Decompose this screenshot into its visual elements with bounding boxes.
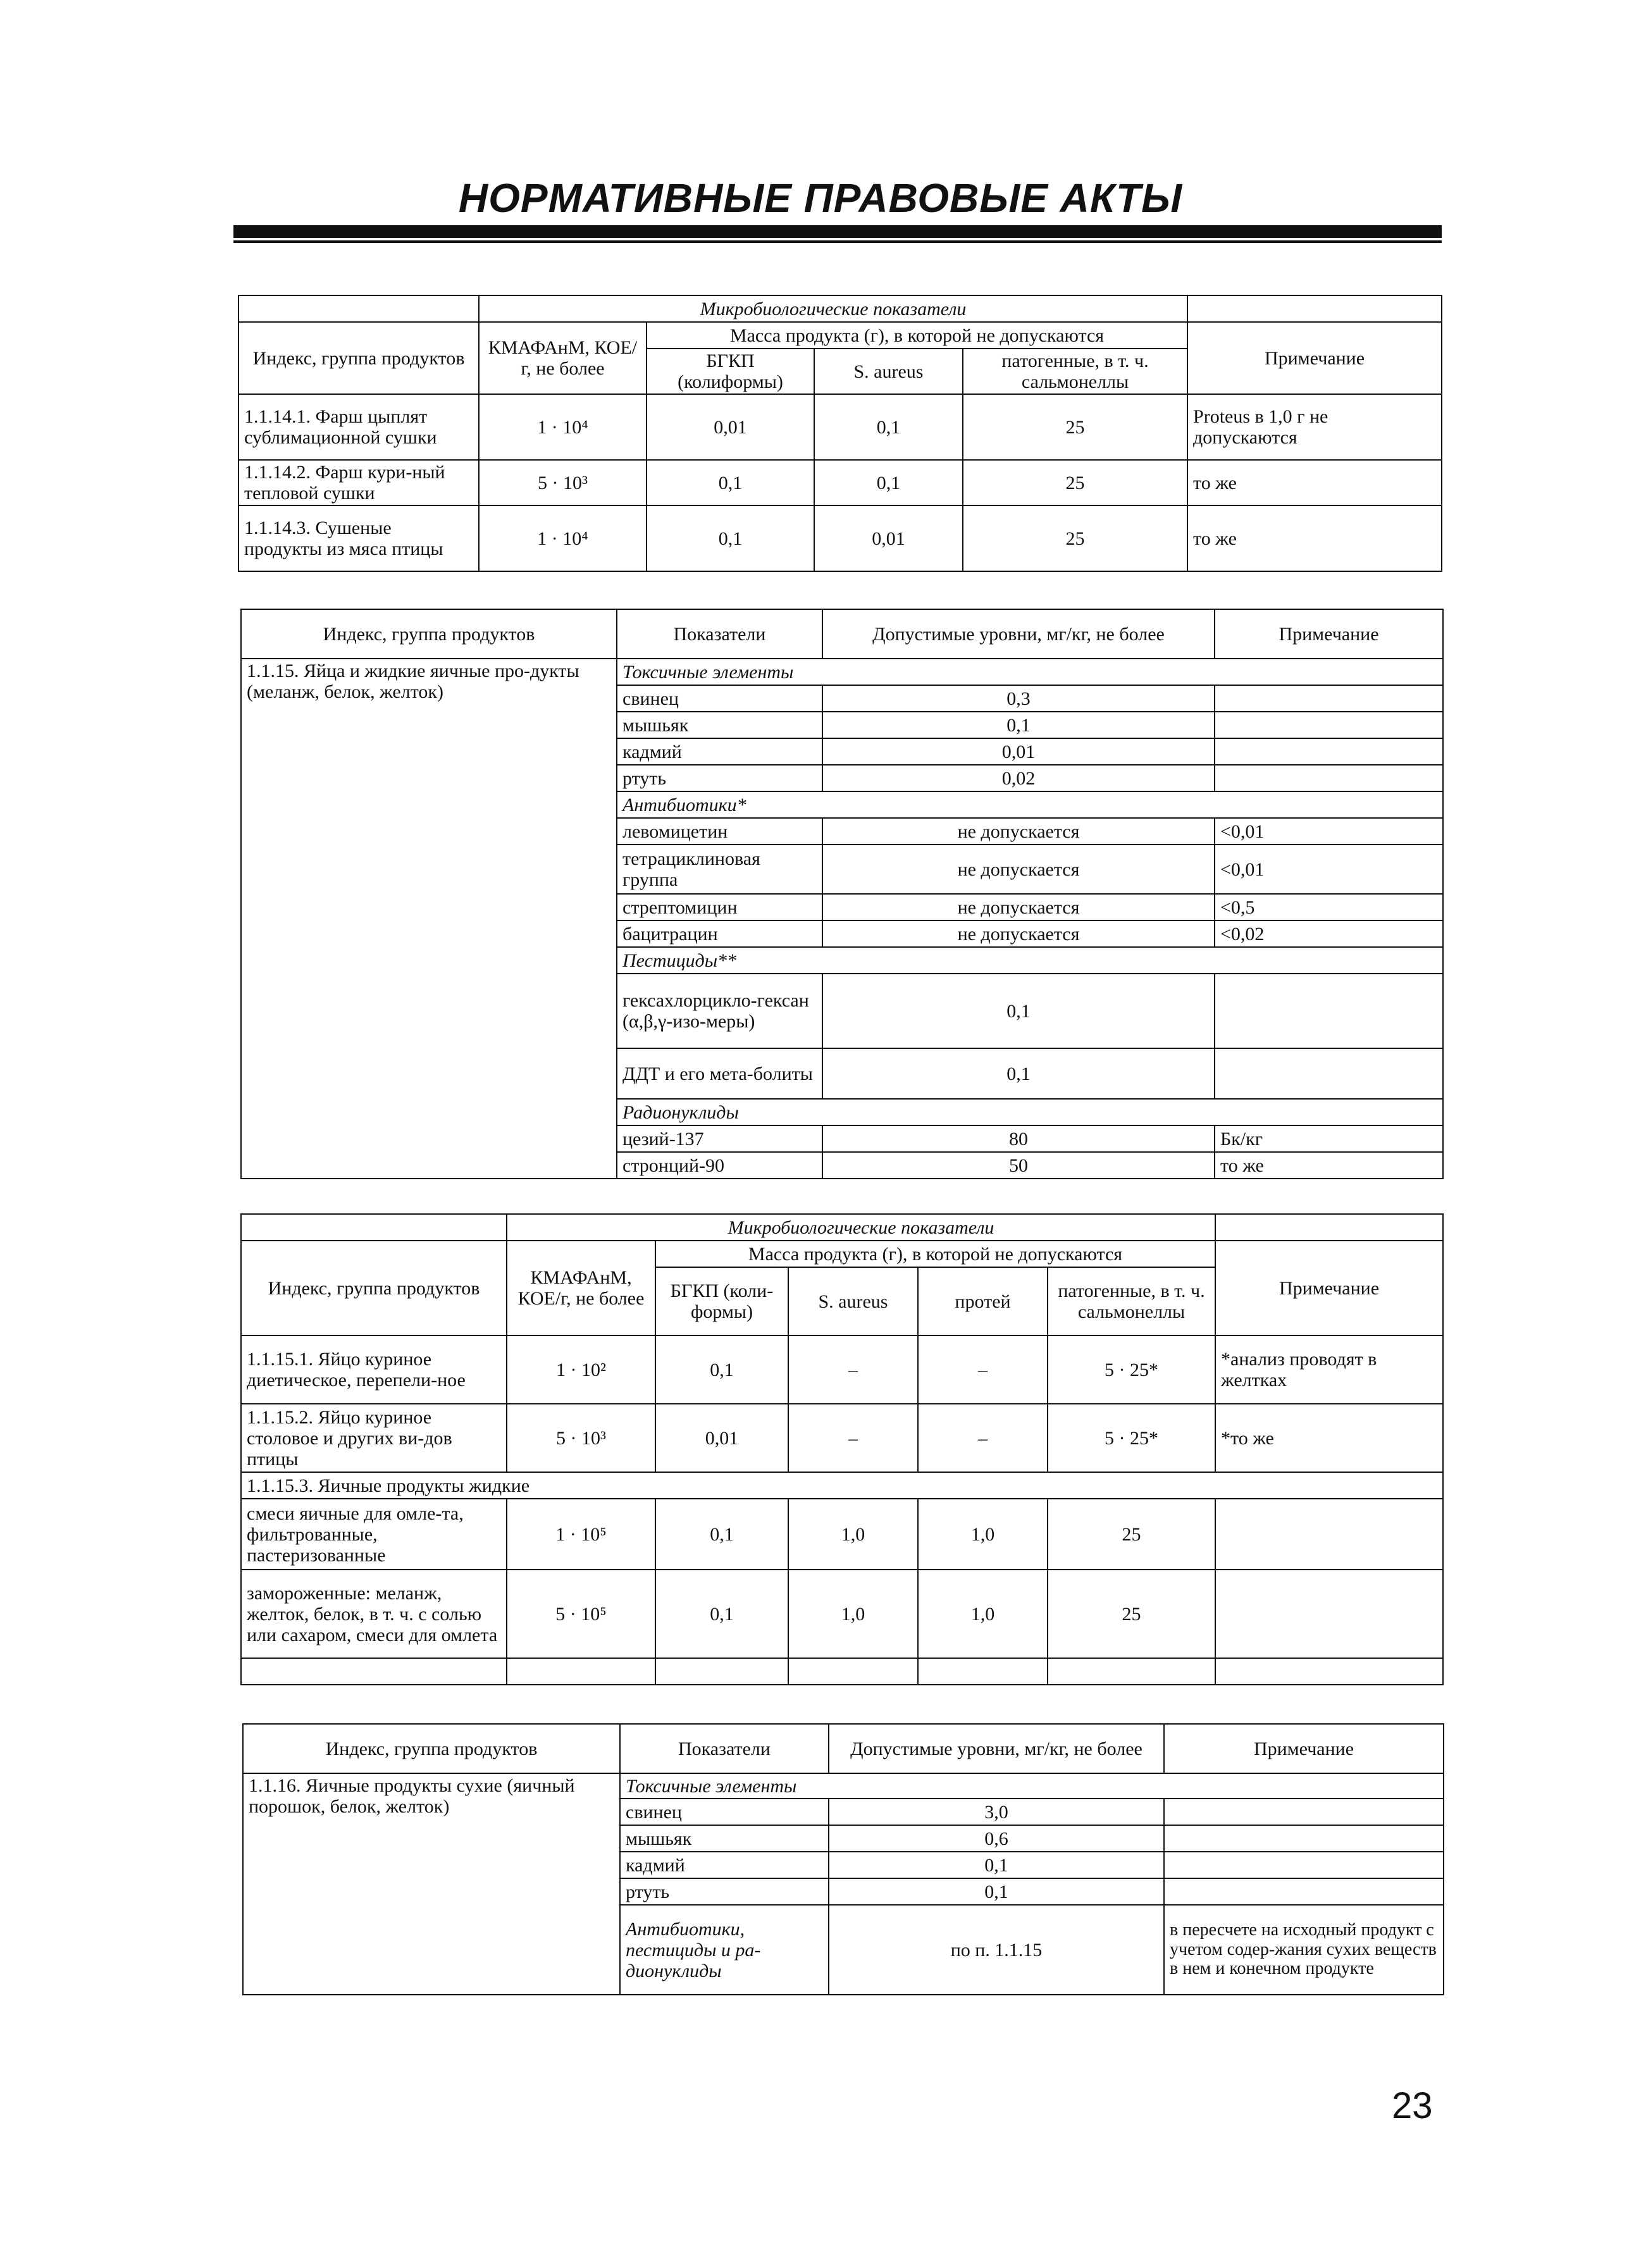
- cell-level: 80: [822, 1125, 1215, 1152]
- cell-bgkp: 0,1: [647, 505, 814, 571]
- cell-note: [1164, 1825, 1444, 1852]
- cell-kmafanm: 5 · 10⁵: [507, 1570, 655, 1658]
- cell-empty: [1187, 295, 1442, 322]
- cell-proteus: 1,0: [918, 1499, 1048, 1570]
- header-kmafanm: КМАФАнМ, КОЕ/г, не более: [479, 322, 647, 394]
- cell-saureus: 1,0: [788, 1570, 918, 1658]
- cell-patho: 25: [963, 460, 1187, 505]
- cell-saureus: –: [788, 1404, 918, 1472]
- page-number: 23: [1392, 2085, 1433, 2126]
- cell-empty: [241, 1214, 507, 1241]
- header-micro: Микробиологические показатели: [507, 1214, 1215, 1241]
- cell-note: *анализ проводят в желтках: [1215, 1335, 1443, 1404]
- cell-saureus: –: [788, 1335, 918, 1404]
- cell-level: 0,1: [822, 712, 1215, 738]
- cell-index: 1.1.14.1. Фарш цыплят сублимационной сушки: [238, 394, 479, 460]
- header-levels: Допустимые уровни, мг/кг, не более: [829, 1724, 1164, 1773]
- cell-indicator: ДДТ и его мета-болиты: [617, 1048, 822, 1099]
- table-row: [238, 394, 1442, 460]
- cell-level: не допускается: [822, 845, 1215, 894]
- header-bgkp: БГКП (колиформы): [647, 349, 814, 394]
- header-kmafanm: КМАФАнМ, КОЕ/г, не более: [507, 1241, 655, 1335]
- cell-note: [1215, 1048, 1443, 1099]
- cell-kmafanm: 1 · 10⁴: [479, 394, 647, 460]
- cell-patho: 25: [1048, 1499, 1215, 1570]
- cell-indicator: стронций-90: [617, 1152, 822, 1179]
- cell-indicator: стрептомицин: [617, 894, 822, 920]
- cell-patho: 25: [963, 505, 1187, 571]
- cell-note: [1215, 765, 1443, 791]
- header-mass: Масса продукта (г), в которой не допускаются: [655, 1241, 1215, 1267]
- header-indicators: Показатели: [620, 1724, 829, 1773]
- cell-indicator: кадмий: [617, 738, 822, 765]
- cell-level: 0,02: [822, 765, 1215, 791]
- cell-note: [1215, 685, 1443, 712]
- cell-kmafanm: 1 · 10⁵: [507, 1499, 655, 1570]
- header-micro: Микробиологические показатели: [479, 295, 1187, 322]
- cell-note: в пересчете на исходный продукт с учетом содер-жания сухих веществ в нем и конечном продукте: [1164, 1905, 1444, 1995]
- header-bgkp: БГКП (коли-формы): [655, 1267, 788, 1335]
- cell-note: <0,02: [1215, 920, 1443, 947]
- cell-indicator: цезий-137: [617, 1125, 822, 1152]
- page-header-title: НОРМАТИВНЫЕ ПРАВОВЫЕ АКТЫ: [458, 175, 1183, 221]
- header-note: Примечание: [1164, 1724, 1444, 1773]
- cell-level: не допускается: [822, 818, 1215, 845]
- table-row: [241, 1335, 1443, 1404]
- cell-note: то же: [1187, 505, 1442, 571]
- cell-bgkp: 0,1: [655, 1335, 788, 1404]
- header-saureus: S. aureus: [788, 1267, 918, 1335]
- table-row: [238, 505, 1442, 571]
- cell-bgkp: 0,1: [655, 1570, 788, 1658]
- cell-patho: 25: [963, 394, 1187, 460]
- cell-note: [1164, 1852, 1444, 1878]
- table-row: [241, 1570, 1443, 1658]
- cell-note: [1164, 1878, 1444, 1905]
- cell-indicator: мышьяк: [617, 712, 822, 738]
- cell-note: [1215, 1570, 1443, 1658]
- cell-note: <0,01: [1215, 845, 1443, 894]
- cell-kmafanm: 5 · 10³: [479, 460, 647, 505]
- cell-patho: 5 · 25*: [1048, 1404, 1215, 1472]
- cell-note: [1164, 1799, 1444, 1825]
- cell-saureus: 0,1: [814, 460, 963, 505]
- cell-proteus: 1,0: [918, 1570, 1048, 1658]
- section-radionuclides: Радионуклиды: [617, 1099, 1443, 1125]
- cell-saureus: 0,1: [814, 394, 963, 460]
- cell-note: <0,01: [1215, 818, 1443, 845]
- cell-note: [1215, 1499, 1443, 1570]
- header-index: Индекс, группа продуктов: [241, 1241, 507, 1335]
- cell-level: 3,0: [829, 1799, 1164, 1825]
- cell-indicator: левомицетин: [617, 818, 822, 845]
- cell-note: *то же: [1215, 1404, 1443, 1472]
- cell-indicator: тетрациклиновая группа: [617, 845, 822, 894]
- cell-indicator: Антибиотики, пестициды и ра-дионуклиды: [620, 1905, 829, 1995]
- cell-note: то же: [1215, 1152, 1443, 1179]
- header-rule-thin: [233, 240, 1442, 243]
- cell-bgkp: 0,1: [655, 1499, 788, 1570]
- table-4-eggs-dry: [242, 1723, 1444, 1995]
- header-proteus: протей: [918, 1267, 1048, 1335]
- cell-level: не допускается: [822, 894, 1215, 920]
- cell-level: не допускается: [822, 920, 1215, 947]
- section-antibiotics: Антибиотики*: [617, 791, 1443, 818]
- header-index: Индекс, группа продуктов: [243, 1724, 620, 1773]
- cell-empty: [655, 1658, 788, 1685]
- table-row-empty: [241, 1658, 1443, 1685]
- cell-empty: [238, 295, 479, 322]
- section-pesticides: Пестициды**: [617, 947, 1443, 974]
- table-2-eggs-liquid: [240, 609, 1444, 1179]
- cell-kmafanm: 5 · 10³: [507, 1404, 655, 1472]
- cell-indicator: ртуть: [617, 765, 822, 791]
- cell-empty: [241, 1658, 507, 1685]
- cell-empty: [1215, 1214, 1443, 1241]
- cell-level: 0,01: [822, 738, 1215, 765]
- cell-saureus: 0,01: [814, 505, 963, 571]
- cell-note: [1215, 712, 1443, 738]
- header-mass: Масса продукта (г), в которой не допускаются: [647, 322, 1187, 349]
- cell-proteus: –: [918, 1335, 1048, 1404]
- cell-indicator: гексахлорцикло-гексан (α,β,γ-изо-меры): [617, 974, 822, 1048]
- cell-level: 0,1: [829, 1852, 1164, 1878]
- cell-empty: [788, 1658, 918, 1685]
- cell-note: [1215, 738, 1443, 765]
- header-note: Примечание: [1215, 1241, 1443, 1335]
- cell-index: 1.1.14.2. Фарш кури-ный тепловой сушки: [238, 460, 479, 505]
- header-note: Примечание: [1215, 609, 1443, 659]
- cell-group: 1.1.15. Яйца и жидкие яичные про-дукты (меланж, белок, желток): [241, 659, 617, 1179]
- cell-kmafanm: 1 · 10²: [507, 1335, 655, 1404]
- header-index: Индекс, группа продуктов: [241, 609, 617, 659]
- cell-saureus: 1,0: [788, 1499, 918, 1570]
- cell-empty: [507, 1658, 655, 1685]
- cell-note: Бк/кг: [1215, 1125, 1443, 1152]
- table-1-microbiology: [238, 295, 1442, 572]
- cell-indicator: свинец: [617, 685, 822, 712]
- cell-group: 1.1.16. Яичные продукты сухие (яичный порошок, белок, желток): [243, 1773, 620, 1995]
- cell-patho: 25: [1048, 1570, 1215, 1658]
- cell-note: то же: [1187, 460, 1442, 505]
- header-saureus: S. aureus: [814, 349, 963, 394]
- cell-index: 1.1.15.2. Яйцо куриное столовое и других ви-дов птицы: [241, 1404, 507, 1472]
- cell-level: по п. 1.1.15: [829, 1905, 1164, 1995]
- cell-empty: [918, 1658, 1048, 1685]
- cell-bgkp: 0,01: [647, 394, 814, 460]
- section-toxic: Токсичные элементы: [620, 1773, 1444, 1799]
- cell-indicator: бацитрацин: [617, 920, 822, 947]
- cell-level: 0,6: [829, 1825, 1164, 1852]
- table-row: [238, 460, 1442, 505]
- cell-indicator: мышьяк: [620, 1825, 829, 1852]
- cell-indicator: кадмий: [620, 1852, 829, 1878]
- section-toxic: Токсичные элементы: [617, 659, 1443, 685]
- cell-index: замороженные: меланж, желток, белок, в т. ч. с солью или сахаром, смеси для омлета: [241, 1570, 507, 1658]
- header-patho: патогенные, в т. ч. сальмонеллы: [963, 349, 1187, 394]
- cell-bgkp: 0,1: [647, 460, 814, 505]
- cell-note: Proteus в 1,0 г не допускаются: [1187, 394, 1442, 460]
- cell-empty: [1215, 1658, 1443, 1685]
- cell-level: 50: [822, 1152, 1215, 1179]
- cell-index: 1.1.14.3. Сушеные продукты из мяса птицы: [238, 505, 479, 571]
- header-indicators: Показатели: [617, 609, 822, 659]
- cell-level: 0,3: [822, 685, 1215, 712]
- cell-note: <0,5: [1215, 894, 1443, 920]
- cell-indicator: свинец: [620, 1799, 829, 1825]
- cell-index: смеси яичные для омле-та, фильтрованные, пастеризованные: [241, 1499, 507, 1570]
- table-row: [241, 1404, 1443, 1472]
- table-row: [241, 1499, 1443, 1570]
- cell-bgkp: 0,01: [655, 1404, 788, 1472]
- cell-level: 0,1: [829, 1878, 1164, 1905]
- header-levels: Допустимые уровни, мг/кг, не более: [822, 609, 1215, 659]
- header-index: Индекс, группа продуктов: [238, 322, 479, 394]
- subheader-liquid-products: 1.1.15.3. Яичные продукты жидкие: [241, 1472, 1443, 1499]
- header-patho: патогенные, в т. ч. сальмонеллы: [1048, 1267, 1215, 1335]
- header-rule: [233, 225, 1442, 238]
- header-note: Примечание: [1187, 322, 1442, 394]
- cell-kmafanm: 1 · 10⁴: [479, 505, 647, 571]
- cell-empty: [1048, 1658, 1215, 1685]
- cell-index: 1.1.15.1. Яйцо куриное диетическое, перепели-ное: [241, 1335, 507, 1404]
- cell-note: [1215, 974, 1443, 1048]
- cell-level: 0,1: [822, 1048, 1215, 1099]
- cell-proteus: –: [918, 1404, 1048, 1472]
- cell-indicator: ртуть: [620, 1878, 829, 1905]
- cell-level: 0,1: [822, 974, 1215, 1048]
- table-3-microbiology-eggs: [240, 1213, 1444, 1685]
- cell-patho: 5 · 25*: [1048, 1335, 1215, 1404]
